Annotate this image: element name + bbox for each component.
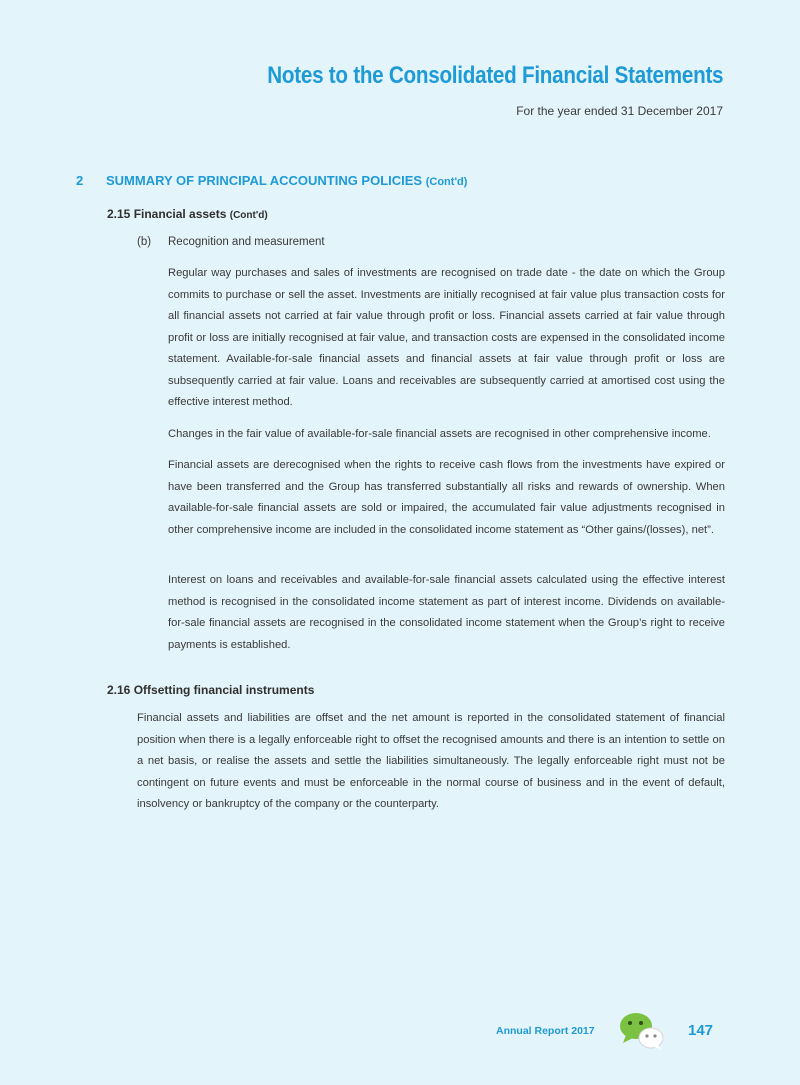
item-letter: (b) <box>137 236 152 248</box>
subsection-title: 2.16 Offsetting financial instruments <box>107 683 315 697</box>
subsection-heading-2-15 <box>107 207 268 221</box>
paragraph: Interest on loans and receivables and available-for-sale financial assets calculated using the effective interest method is recognised in the consolidated income statement as part of interest income. Dividends on available-for-sale financial assets are recognised in the consolidated income statement when the Group’s right to receive payments is established. <box>168 574 725 651</box>
wechat-logo-icon <box>618 1011 666 1051</box>
paragraph: Changes in the fair value of available-for-sale financial assets are recognised in other comprehensive income. <box>168 428 711 440</box>
subsection-title: 2.15 Financial assets <box>107 207 227 221</box>
paragraph: Regular way purchases and sales of investments are recognised on trade date - the date on which the Group commits to purchase or sell the asset. Investments are initially recognised at fair value plus transaction costs for all financial assets not carried at fair value through profit or loss. Financial assets carried at fair value through profit or loss are initially recognised at fair value, and transaction costs are expensed in the consolidated income statement. Available-for-sale financial assets and financial assets at fair value through profit or loss are subsequently carried at fair value. Loans and receivables are subsequently carried at amortised cost using the effective interest method. <box>168 267 725 408</box>
paragraph: Financial assets and liabilities are offset and the net amount is reported in the consolidated statement of financial position when there is a legally enforceable right to offset the recognised amounts and there is an intention to settle on a net basis, or realise the assets and settle the liabilities simultaneously. The legally enforceable right must not be contingent on future events and must be enforceable in the normal course of business and in the event of default, insolvency or bankruptcy of the company or the counterparty. <box>137 712 725 810</box>
section-heading <box>76 173 467 188</box>
section-title: SUMMARY OF PRINCIPAL ACCOUNTING POLICIES <box>106 173 423 188</box>
page-title: Notes to the Consolidated Financial Statements <box>266 62 723 89</box>
section-cont: (Cont'd) <box>425 176 468 188</box>
annual-report-label: Annual Report 2017 <box>496 1025 595 1037</box>
item-title: Recognition and measurement <box>168 236 325 248</box>
subsection-heading-2-16 <box>107 683 314 697</box>
page-subtitle: For the year ended 31 December 2017 <box>516 104 723 118</box>
subsection-cont: (Cont'd) <box>229 210 268 221</box>
paragraph: Financial assets are derecognised when the rights to receive cash flows from the investments have expired or have been transferred and the Group has transferred substantially all risks and rewards of ownership. When available-for-sale financial assets are sold or impaired, the accumulated fair value adjustments recognised in other comprehensive income are included in the consolidated income statement as “Other gains/(losses), net”. <box>168 459 725 536</box>
section-number: 2 <box>76 173 84 188</box>
page-number: 147 <box>688 1022 714 1039</box>
item-heading-b <box>137 236 325 248</box>
